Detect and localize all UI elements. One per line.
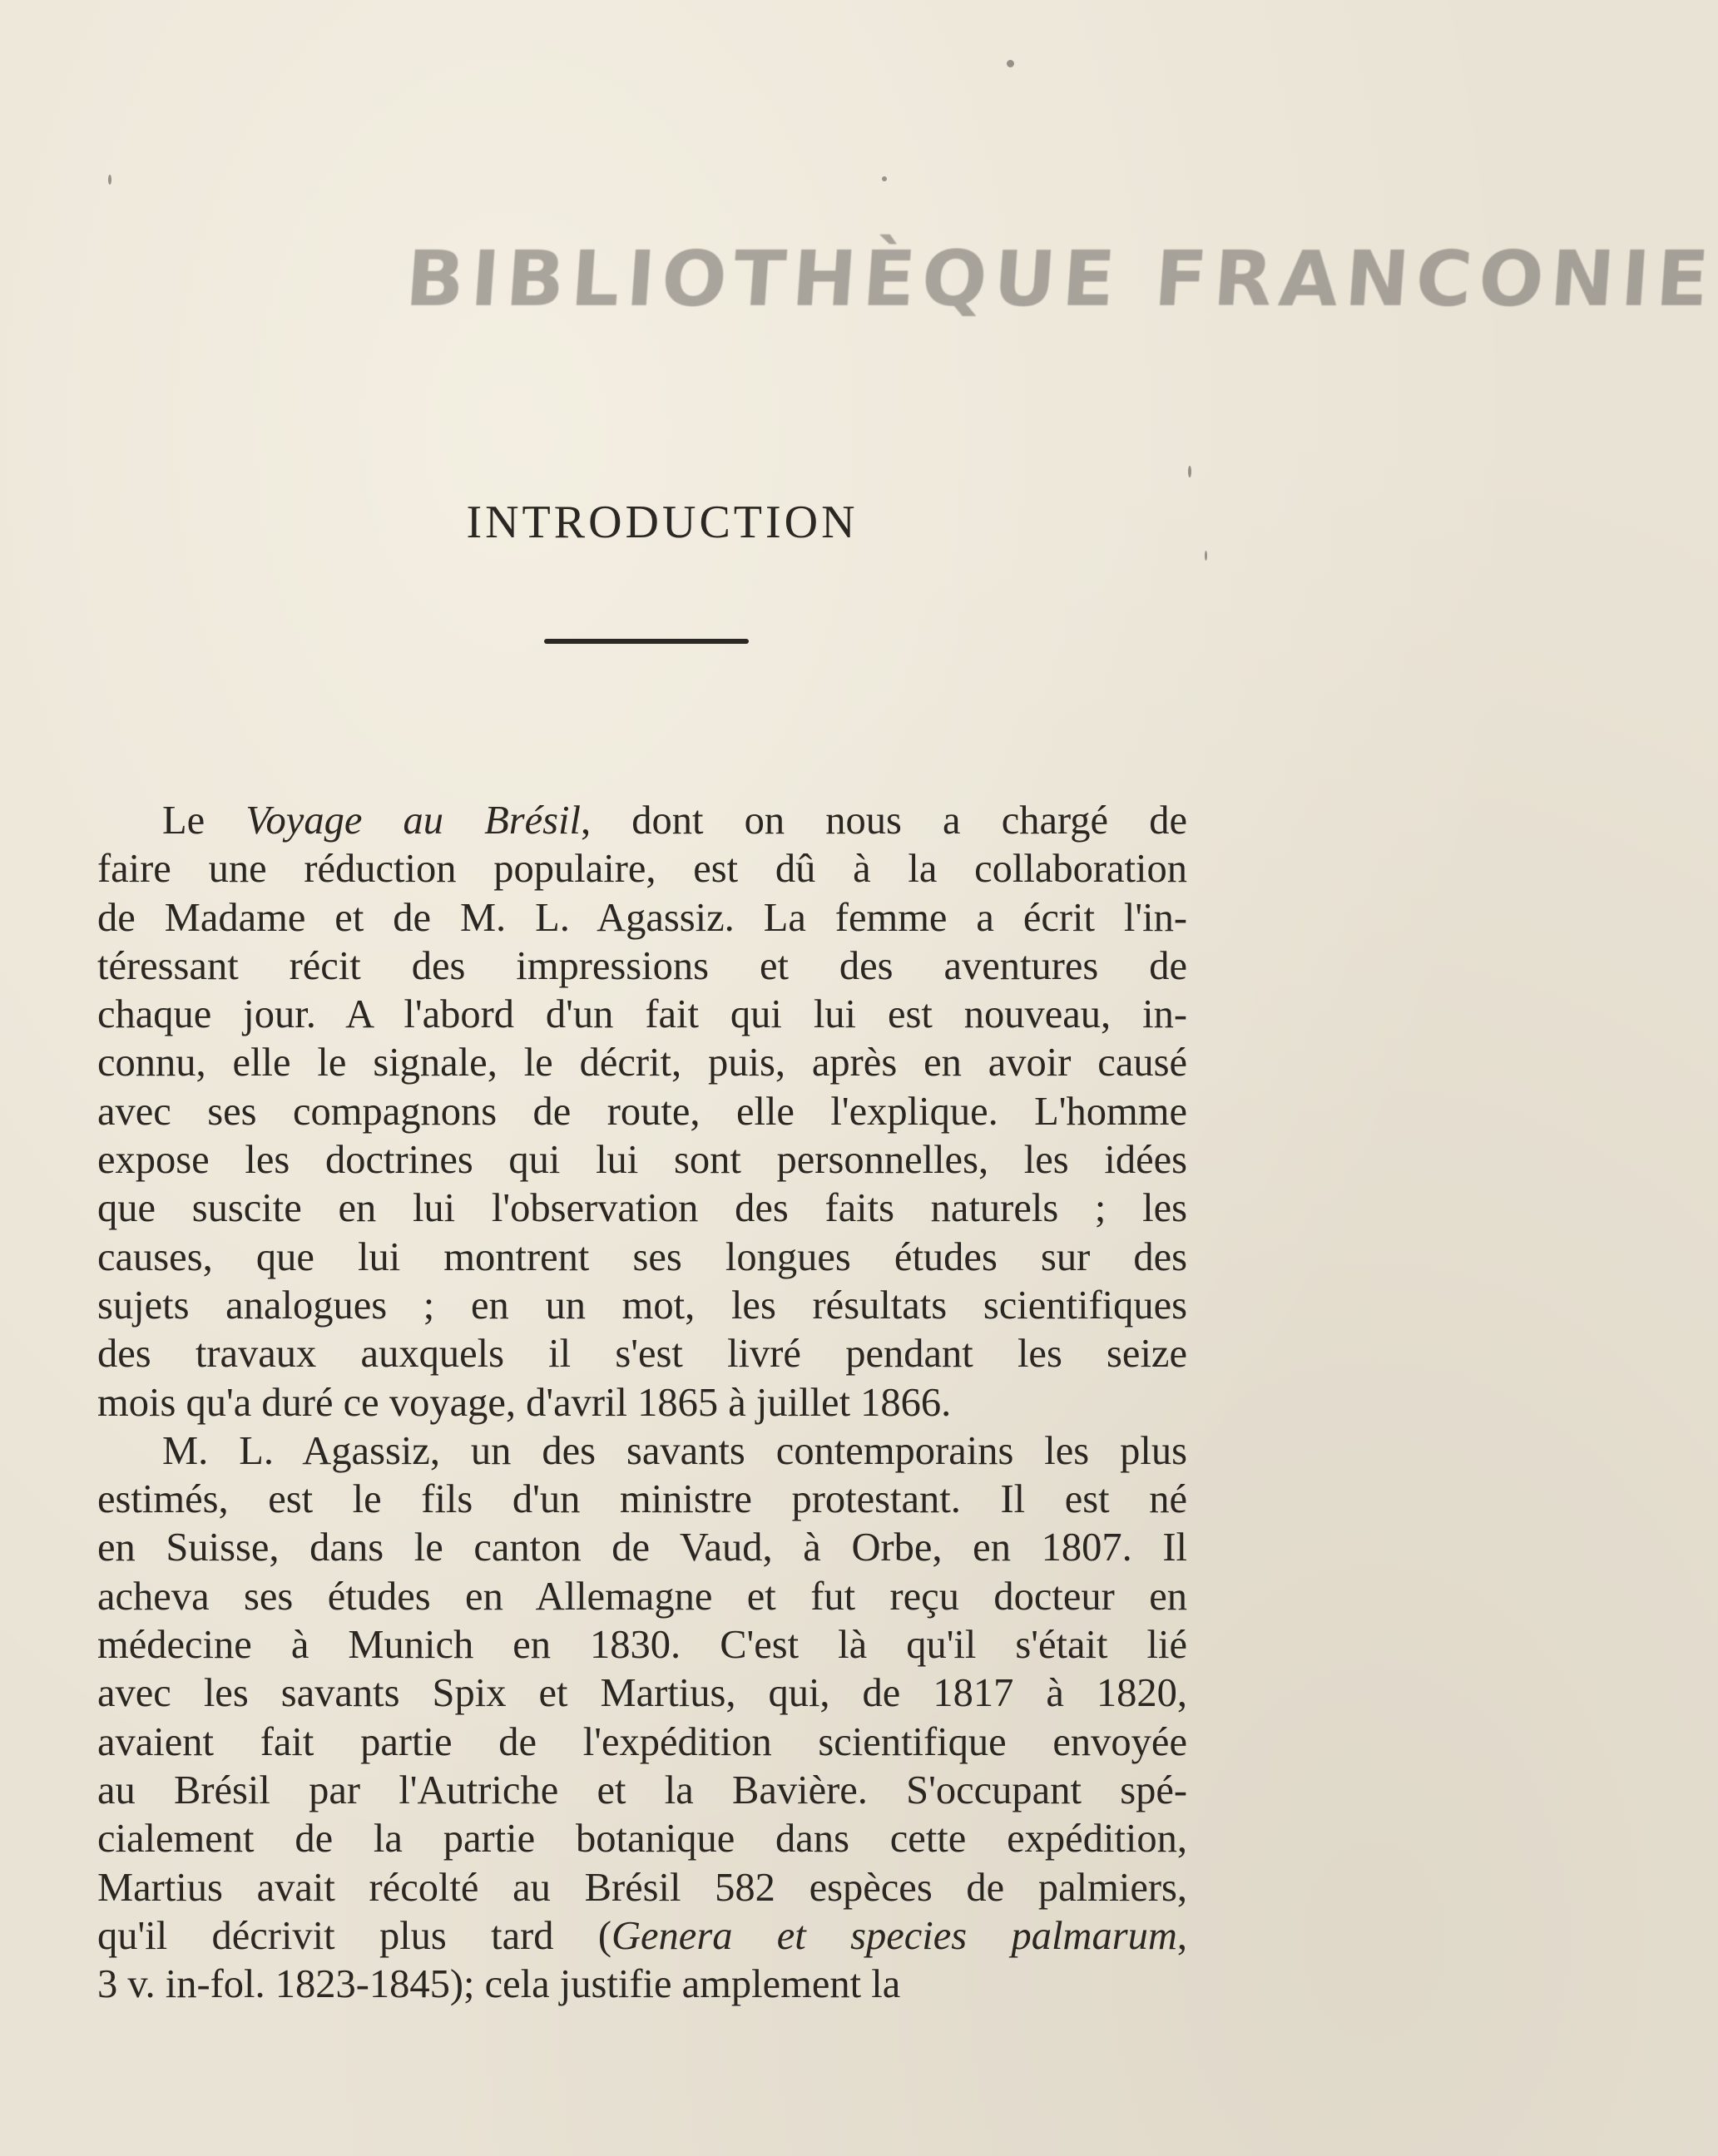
text-line xyxy=(97,1088,1187,1136)
text-line xyxy=(97,1621,1187,1669)
text-line xyxy=(97,942,1187,991)
text-run: M. L. Agassiz, un des savants contemporains les plus xyxy=(162,1428,1187,1473)
text-line xyxy=(97,1234,1187,1282)
text-line xyxy=(97,1379,1187,1427)
text-run: acheva ses études en Allemagne et fut reçu docteur en xyxy=(97,1574,1187,1619)
library-stamp: BIBLIOTHÈQUE FRANCONIE xyxy=(403,235,1718,324)
text-line xyxy=(97,845,1187,893)
text-run: faire une réduction populaire, est dû à la collaboration xyxy=(97,847,1187,892)
text-line xyxy=(97,1476,1187,1524)
text-line xyxy=(97,1912,1187,1961)
text-run: en Suisse, dans le canton de Vaud, à Orbe, en 1807. Il xyxy=(97,1526,1187,1570)
text-run: qu'il décrivit plus tard ( xyxy=(97,1913,611,1958)
text-run: que suscite en lui l'observation des faits naturels ; les xyxy=(97,1186,1187,1231)
text-run: des travaux auxquels il s'est livré pendant les seize xyxy=(97,1332,1187,1377)
italic-title: Voyage au Brésil xyxy=(245,799,581,843)
text-run: chaque jour. A l'abord d'un fait qui lui est nouveau, in- xyxy=(97,992,1187,1037)
text-line xyxy=(97,1815,1187,1863)
text-run: avec les savants Spix et Martius, qui, de 1817 à 1820, xyxy=(97,1671,1187,1716)
text-run: Martius avait récolté au Brésil 582 espèces de palmiers, xyxy=(97,1865,1187,1910)
italic-title: Genera et species palmarum xyxy=(611,1913,1177,1958)
text-run: connu, elle le signale, le décrit, puis, après en avoir causé xyxy=(97,1041,1187,1085)
text-line xyxy=(97,1427,1187,1476)
text-run: causes, que lui montrent ses longues études sur des xyxy=(97,1234,1187,1279)
text-line xyxy=(97,1524,1187,1572)
text-line xyxy=(97,1718,1187,1767)
paper-speck xyxy=(1205,551,1207,561)
text-run: avaient fait partie de l'expédition scientifique envoyée xyxy=(97,1719,1187,1764)
text-line xyxy=(97,1864,1187,1912)
text-run: de Madame et de M. L. Agassiz. La femme a écrit l'in- xyxy=(97,895,1187,940)
text-run: , dont on nous a chargé de xyxy=(581,799,1187,843)
paper-speck xyxy=(108,175,111,185)
text-line xyxy=(97,991,1187,1039)
text-run: médecine à Munich en 1830. C'est là qu'il s'était lié xyxy=(97,1623,1187,1668)
text-run: téressant récit des impressions et des aventures de xyxy=(97,943,1187,988)
text-run: 3 v. in-fol. 1823-1845); cela justifie amplement la xyxy=(97,1962,901,2007)
text-run: expose les doctrines qui lui sont personnelles, les idées xyxy=(97,1138,1187,1183)
text-run: avec ses compagnons de route, elle l'explique. L'homme xyxy=(97,1089,1187,1134)
text-run: estimés, est le fils d'un ministre protestant. Il est né xyxy=(97,1477,1187,1522)
text-line xyxy=(97,1039,1187,1087)
text-line xyxy=(97,1767,1187,1815)
text-run: sujets analogues ; en un mot, les résultats scientifiques xyxy=(97,1283,1187,1328)
text-line xyxy=(97,1136,1187,1184)
text-line xyxy=(97,894,1187,942)
text-run: au Brésil par l'Autriche et la Bavière. S'occupant spé- xyxy=(97,1768,1187,1812)
paper-speck xyxy=(1007,60,1014,67)
page-title: INTRODUCTION xyxy=(466,497,859,548)
text-line xyxy=(97,1573,1187,1621)
text-run: , xyxy=(1176,1913,1187,1958)
text-line xyxy=(97,797,1187,845)
text-run: mois qu'a duré ce voyage, d'avril 1865 à juillet 1866. xyxy=(97,1380,952,1425)
text-run: cialement de la partie botanique dans cette expédition, xyxy=(97,1817,1187,1862)
text-line xyxy=(97,1669,1187,1718)
text-line xyxy=(97,1961,1187,2009)
text-line xyxy=(97,1282,1187,1330)
text-line xyxy=(97,1330,1187,1378)
paper-speck xyxy=(882,176,887,181)
title-rule xyxy=(544,639,749,644)
paper-speck xyxy=(1188,466,1191,477)
body-text xyxy=(97,797,1187,2009)
text-run: Le xyxy=(162,799,246,843)
text-line xyxy=(97,1184,1187,1233)
